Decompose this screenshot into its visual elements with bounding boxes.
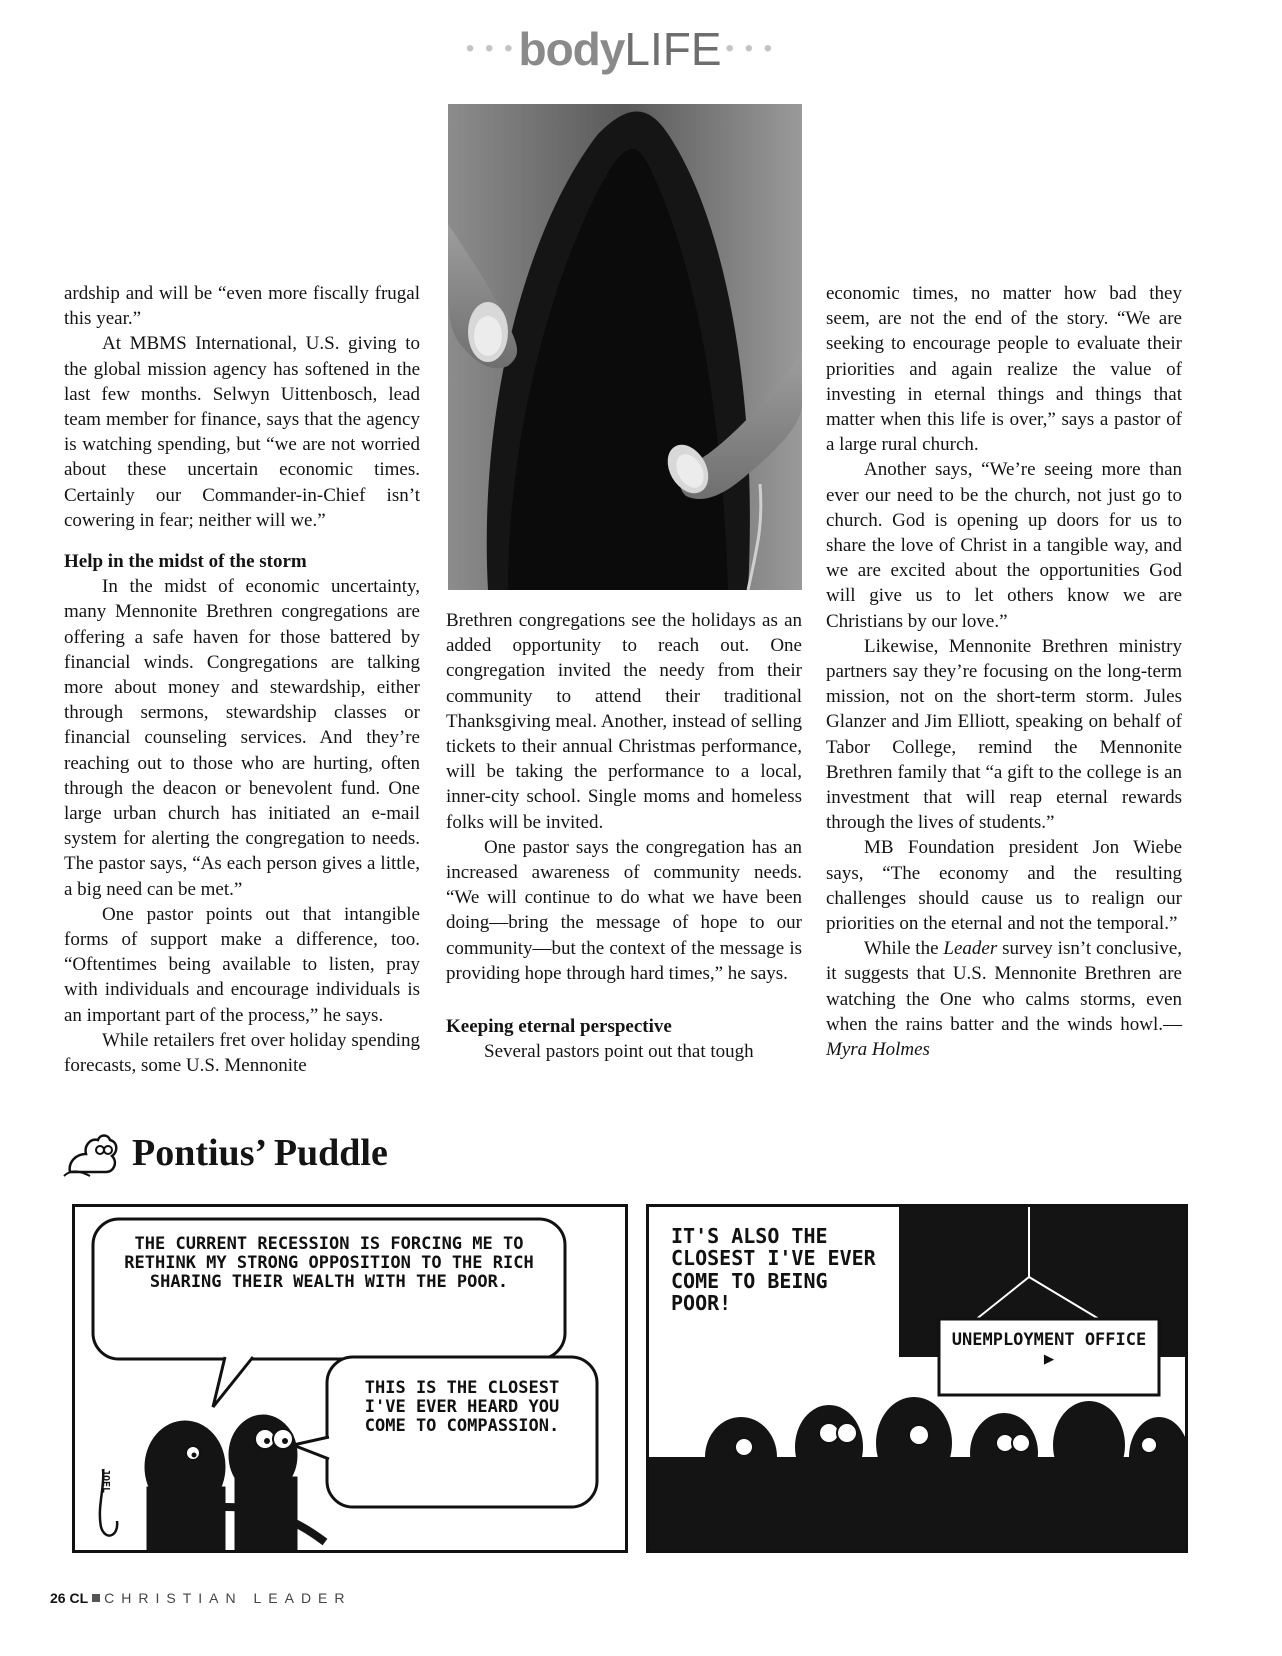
cartoonist-signature: JOEL bbox=[100, 1469, 111, 1494]
section-heading: Keeping eternal perspective bbox=[446, 1016, 672, 1038]
square-bullet-icon bbox=[92, 1594, 100, 1602]
comic-title bbox=[62, 1128, 388, 1188]
caption-text: IT'S ALSO THE CLOSEST I'VE EVER COME TO BEING POOR! bbox=[671, 1224, 876, 1316]
paragraph-text: While the bbox=[864, 938, 944, 960]
paragraph: ardship and will be “even more fiscally frugal this year.” bbox=[64, 283, 420, 330]
paragraph: Likewise, Mennonite Brethren ministry partners say they’re focusing on the long-term mission, not on the short-term storm. Jules Glanzer and Jim Elliott, speaking on behalf of Tabor College, remind the Mennonite Brethren family that “a gift to the college is an investment that will reap eternal rewards through the lives of students.” bbox=[826, 635, 1182, 834]
publication-name: CHRISTIAN LEADER bbox=[104, 1590, 352, 1606]
paragraph: economic times, no matter how bad they seem, are not the end of the story. “We are seeking to encourage people to evaluate their priorities and again realize the value of investing in eternal things and things that matter when this life is over,” says a pastor of a large rural church. bbox=[826, 283, 1182, 456]
speech-bubble-1: THE CURRENT RECESSION IS FORCING ME TO RETHINK MY STRONG OPPOSITION TO THE RICH SHARING THEIR WEALTH WITH THE POOR. bbox=[124, 1234, 534, 1293]
paragraph: At MBMS International, U.S. giving to the global mission agency has softened in the last few months. Selwyn Uittenbosch, lead team member for finance, says that the agency is watching spending, but “we are not worried about these uncertain economic times. Certainly our Commander-in-Chief isn’t cowering in fear; neither will we.” bbox=[64, 333, 420, 531]
publication-name: Leader bbox=[943, 938, 998, 960]
paragraph: While retailers fret over holiday spending forecasts, some U.S. Mennonite bbox=[64, 1029, 420, 1077]
paragraph-text: survey isn’t conclusive, it suggests that U.S. Mennonite Brethren are watching the One who calms storms, even when the rains batter and the winds howl.— bbox=[826, 938, 1183, 1035]
wallet-photo bbox=[448, 104, 802, 590]
paragraph: Several pastors point out that tough bbox=[484, 1041, 754, 1063]
masthead-word-life: LIFE bbox=[624, 23, 722, 75]
article-column-2 bbox=[446, 608, 802, 1064]
section-masthead bbox=[440, 22, 800, 88]
paragraph: One pastor points out that intangible forms of support make a difference, too. “Oftentimes being available to listen, pray with individuals and encourage individuals is an important part of the process,” he says. bbox=[64, 903, 420, 1026]
speech-bubble-2: THIS IS THE CLOSEST I'VE EVER HEARD YOU COME TO COMPASSION. bbox=[364, 1378, 560, 1437]
masthead-dots-left: • • • bbox=[465, 35, 515, 62]
comic-panel-1 bbox=[72, 1204, 628, 1553]
paragraph: Brethren congregations see the holidays as an added opportunity to reach out. One congregation invited the needy from their community to attend their traditional Thanksgiving meal. Another, instead of selling tickets to their annual Christmas performance, will be taking the performance to a local, inner-city school. Single moms and homeless folks will be invited. bbox=[446, 610, 802, 833]
publication-abbrev: CL bbox=[69, 1590, 89, 1606]
section-heading: Help in the midst of the storm bbox=[64, 551, 307, 573]
paragraph bbox=[826, 936, 1182, 1062]
pontius-character-icon bbox=[62, 1128, 122, 1178]
comic-title-text: Pontius’ Puddle bbox=[132, 1132, 388, 1174]
paragraph: MB Foundation president Jon Wiebe says, “The economy and the resulting challenges should cause us to realign our priorities on the eternal and not the temporal.” bbox=[826, 837, 1182, 935]
open-wallet-icon bbox=[448, 104, 802, 590]
masthead-dots-right: • • • bbox=[725, 35, 775, 62]
article-column-1 bbox=[64, 281, 420, 1078]
paragraph: Another says, “We’re seeing more than ever our need to be the church, not just go to church. God is opening up doors for us to share the love of Christ in a tangible way, and we are excited about the opportunities God will give us to let others know we are Christians by our love.” bbox=[826, 459, 1182, 632]
unemployment-sign-text: UNEMPLOYMENT OFFICE ▶ bbox=[951, 1330, 1147, 1370]
page-number: 26 bbox=[50, 1590, 66, 1606]
masthead-word-body: body bbox=[518, 23, 625, 75]
comic-panel-2 bbox=[646, 1204, 1188, 1553]
article-column-3 bbox=[826, 281, 1182, 1062]
paragraph: In the midst of economic uncertainty, many Mennonite Brethren congregations are offering a safe haven for those battered by financial winds. Congregations are talking more about money and stewardship, either through sermons, stewardship classes or financial counseling services. And they’re reaching out to those who are hurting, often through the deacon or benevolent fund. One large urban church has initiated an e-mail system for alerting the congregation to needs. The pastor says, “As each person gives a little, a big need can be met.” bbox=[64, 576, 420, 900]
page-footer bbox=[50, 1590, 352, 1614]
byline: Myra Holmes bbox=[826, 1039, 930, 1061]
paragraph: One pastor says the congregation has an increased awareness of community needs. “We will continue to do what we have been doing—bring the message of hope to our community—but the context of the message is providing hope through hard times,” he says. bbox=[446, 836, 802, 984]
